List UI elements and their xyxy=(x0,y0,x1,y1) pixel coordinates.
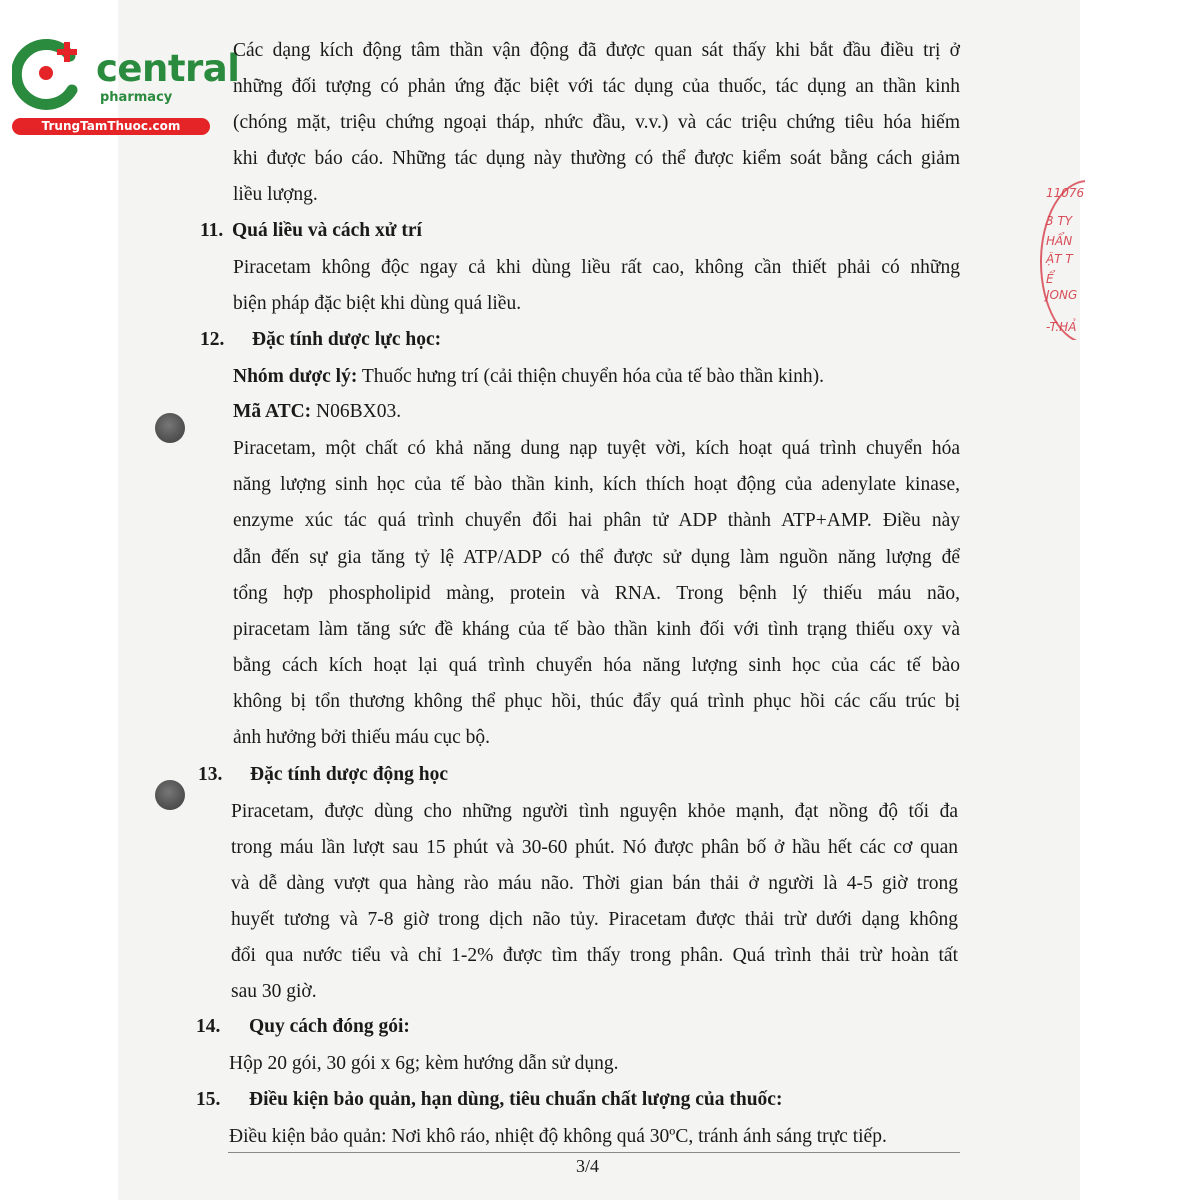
section-12-number: 12. xyxy=(200,329,225,350)
text-line: đổi qua nước tiểu và chỉ 1-2% được tìm thấy trong phân. Quá trình thải trừ hoàn tất xyxy=(231,945,958,966)
section-11-title: Quá liều và cách xử trí xyxy=(232,220,422,241)
stamp-line: JONG xyxy=(1046,288,1078,302)
text-line: những đối tượng có phản ứng đặc biệt với tác dụng của thuốc, tác dụng an thần kinh xyxy=(233,76,960,97)
stamp-line: Ể xyxy=(1046,272,1054,286)
text-line: dẫn đến sự gia tăng tỷ lệ ATP/ADP có thể được sử dụng làm nguồn năng lượng để xyxy=(233,547,960,568)
group-value: Thuốc hưng trí (cải thiện chuyển hóa của tế bào thần kinh). xyxy=(357,366,825,387)
section-14-number: 14. xyxy=(196,1016,221,1037)
text-line: năng lượng sinh học của tế bào thần kinh, kích thích hoạt động của adenylate kinase, xyxy=(233,474,960,495)
logo-c-cross-icon xyxy=(12,38,92,113)
text-line: liều lượng. xyxy=(233,184,318,205)
text-line: biện pháp đặc biệt khi dùng quá liều. xyxy=(233,293,522,314)
text-line: huyết tương và 7-8 giờ trong dịch não tủy. Piracetam được thải trừ dưới dạng không xyxy=(231,909,958,930)
footer-divider xyxy=(228,1152,960,1153)
stamp-line: 11076 xyxy=(1046,186,1085,200)
atc-code xyxy=(233,402,960,422)
stamp-line: HẨN xyxy=(1046,234,1073,248)
red-seal-stamp xyxy=(1040,180,1085,340)
section-15-number: 15. xyxy=(196,1089,221,1110)
section-14-title: Quy cách đóng gói: xyxy=(249,1016,410,1037)
text-line: Piracetam không độc ngay cả khi dùng liều rất cao, không cần thiết phải có những xyxy=(233,257,960,278)
page-number: 3/4 xyxy=(576,1156,600,1176)
text-line: Hộp 20 gói, 30 gói x 6g; kèm hướng dẫn sử dụng. xyxy=(229,1053,619,1074)
text-line: Piracetam, một chất có khả năng dung nạp tuyệt vời, kích hoạt quá trình chuyển hóa xyxy=(233,438,960,459)
text-line: bằng cách kích hoạt lại quá trình chuyển hóa năng lượng sinh học của các tế bào xyxy=(233,655,960,676)
text-line: tổng hợp phospholipid màng, protein và RNA. Trong bệnh lý thiếu máu não, xyxy=(233,583,960,604)
atc-label: Mã ATC: xyxy=(233,401,312,422)
atc-value: N06BX03. xyxy=(311,401,402,422)
text-line: Điều kiện bảo quản: Nơi khô ráo, nhiệt độ không quá 30ºC, tránh ánh sáng trực tiếp. xyxy=(229,1126,887,1147)
section-13-number: 13. xyxy=(198,764,223,785)
text-line: ảnh hưởng bởi thiếu máu cục bộ. xyxy=(233,727,491,748)
stamp-line: 3 TY xyxy=(1046,214,1073,228)
text-line: không bị tổn thương không thể phục hồi, thúc đẩy quá trình phục hồi các cấu trúc bị xyxy=(233,691,960,712)
group-label: Nhóm dược lý: xyxy=(233,366,358,387)
punch-hole xyxy=(155,780,185,810)
text-line: enzyme xúc tác quá trình chuyển đổi hai phân tử ADP thành ATP+AMP. Điều này xyxy=(233,510,960,531)
section-11-number: 11. xyxy=(200,220,224,241)
text-line: trong máu lần lượt sau 15 phút và 30-60 phút. Nó được phân bố ở hầu hết các cơ quan xyxy=(231,837,958,858)
pharmacologic-group xyxy=(233,367,960,387)
section-12-title: Đặc tính dược lực học: xyxy=(252,329,442,350)
punch-hole xyxy=(155,413,185,443)
central-pharmacy-logo[interactable] xyxy=(12,38,240,138)
text-line: sau 30 giờ. xyxy=(231,981,317,1002)
text-line: và dễ dàng vượt qua hàng rào máu não. Thời gian bán thải ở người là 4-5 giờ trong xyxy=(231,873,958,894)
logo-brand: central xyxy=(96,47,240,90)
section-13-title: Đặc tính dược động học xyxy=(250,764,449,785)
stamp-line: ẬT T xyxy=(1046,252,1073,266)
text-line: piracetam làm tăng sức đề kháng của tế bào thần kinh đối với tình trạng thiếu oxy và xyxy=(233,619,960,640)
text-line: Piracetam, được dùng cho những người tình nguyện khỏe mạnh, đạt nồng độ tối đa xyxy=(231,801,958,822)
stamp-line: -T.HẢ xyxy=(1046,320,1077,334)
text-line: Các dạng kích động tâm thần vận động đã được quan sát thấy khi bắt đầu điều trị ở xyxy=(233,40,960,61)
text-line: (chóng mặt, triệu chứng ngoại tháp, nhức đầu, v.v.) và các triệu chứng tiêu hóa hiếm xyxy=(233,112,960,133)
section-15-title: Điều kiện bảo quản, hạn dùng, tiêu chuẩn chất lượng của thuốc: xyxy=(249,1089,783,1110)
text-line: khi được báo cáo. Những tác dụng này thường có thể được kiểm soát bằng cách giảm xyxy=(233,148,960,169)
logo-url-link[interactable]: TrungTamThuoc.com xyxy=(12,118,210,135)
logo-sub: pharmacy xyxy=(100,90,173,105)
